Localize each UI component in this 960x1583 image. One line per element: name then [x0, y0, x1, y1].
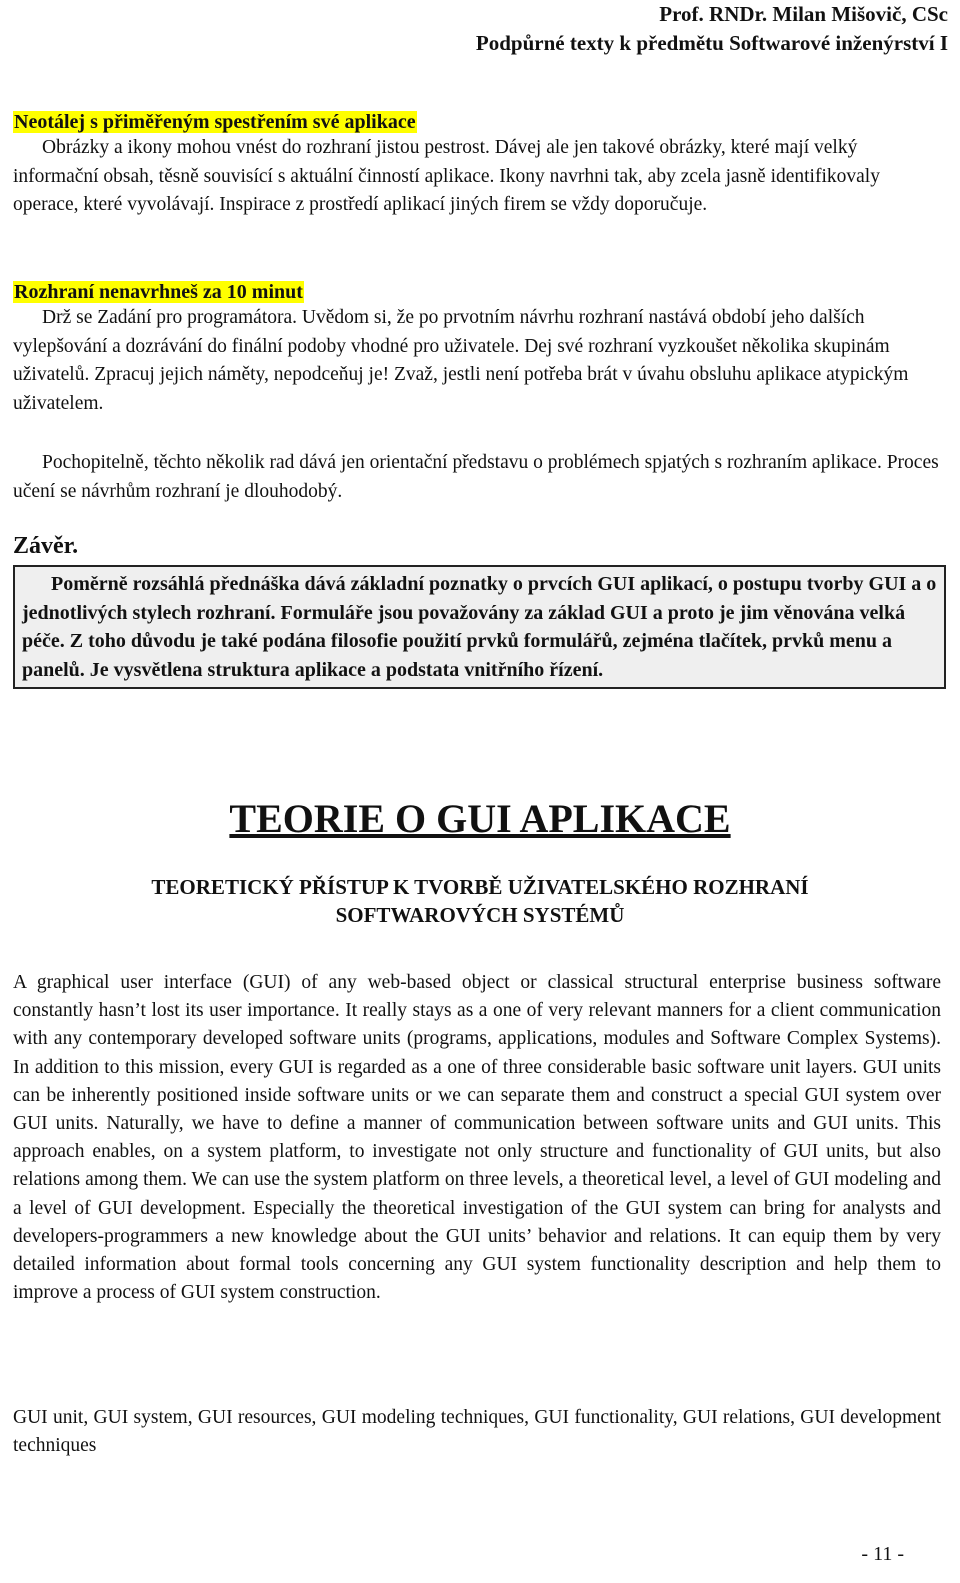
keywords-text: GUI unit, GUI system, GUI resources, GUI modeling techniques, GUI functionality, GUI relations, GUI development techniques	[13, 1407, 941, 1457]
chapter-title: TEORIE O GUI APLIKACE	[229, 796, 731, 841]
conclusion-heading: Závěr.	[13, 533, 79, 559]
section-summary-text: Pochopitelně, těchto několik rad dává jen orientační představu o problémech spjatých s rozhraním aplikace. Proces učení se návrhům rozhraní je dlouhodobý.	[13, 452, 939, 502]
section-summary	[13, 449, 941, 506]
section-design-time	[13, 280, 941, 418]
page-number: - 11 -	[861, 1543, 904, 1565]
conclusion-box	[13, 565, 946, 689]
section-design-time-text: Drž se Zadání pro programátora. Uvědom si, že po prvotním návrhu rozhraní nastává období jeho dalších vylepšování a dozrávání do finální podoby vhodné pro uživatele. Dej své rozhraní vyzkoušet několika skupinám uživatelů. Zpracuj jejich náměty, nepodceňuj je! Zvaž, jestli není potřeba brát v úvahu obsluhu aplikace atypickým uživatelem.	[13, 307, 909, 414]
header-author: Prof. RNDr. Milan Mišovič, CSc	[659, 2, 948, 26]
abstract-text: A graphical user interface (GUI) of any web-based object or classical structural enterprise business software constantly hasn’t lost its user importance. It really stays as a one of very relevant manners for a client communication with any contemporary developed software units (programs, applications, modules and Software Complex Systems). In addition to this mission, every GUI is regarded as a one of three considerable basic software unit layers. GUI units can be inherently positioned inside software units or we can separate them and construct a special GUI system over GUI units. Naturally, we have to define a manner of communication between software units and GUI units. This approach enables, on a system platform, to investigate not only structure and functionality of GUI units, but also relations among them. We can use the system platform on three levels, a theoretical level, a level of GUI modeling and a level of GUI development. Especially the theoretical investigation of the GUI system can bring for analysts and developers-programmers a new knowledge about the GUI units’ behavior and relations. It can equip them by very detailed information about formal tools concerning any GUI system functionality description and help them to improve a process of GUI system construction.	[13, 972, 941, 1304]
conclusion-text: Poměrně rozsáhlá přednáška dává základní poznatky o prvcích GUI aplikací, o postupu tvorby GUI a o jednotlivých stylech rozhraní. Formuláře jsou považovány za základ GUI a proto je jim věnována velká péče. Z toho důvodu je také podána filosofie použití prvků formulářů, zejména tlačítek, prvků menu a panelů. Je vysvětlena struktura aplikace a podstata vnitřního řízení.	[22, 573, 937, 681]
section-variety-text: Obrázky a ikony mohou vnést do rozhraní jistou pestrost. Dávej ale jen takové obrázky, které mají velký informační obsah, těsně souvisící s aktuální činností aplikace. Ikony navrhni tak, aby zcela jasně identifikovaly operace, které vyvolávají. Inspirace z prostředí aplikací jiných firem se vždy doporučuje.	[13, 137, 880, 215]
chapter-subtitle-line1: TEORETICKÝ PŘÍSTUP K TVORBĚ UŽIVATELSKÉHO ROZHRANÍ	[151, 875, 809, 899]
header-course: Podpůrné texty k předmětu Softwarové inženýrství I	[475, 31, 948, 55]
section-variety	[13, 110, 941, 220]
section-variety-heading: Neotálej s přiměřeným spestřením své aplikace	[14, 111, 416, 133]
chapter-subtitle	[0, 873, 960, 929]
page-header	[476, 0, 948, 58]
section-design-time-heading: Rozhraní nenavrhneš za 10 minut	[14, 281, 303, 303]
chapter-subtitle-line2: SOFTWAROVÝCH SYSTÉMŮ	[335, 903, 625, 927]
